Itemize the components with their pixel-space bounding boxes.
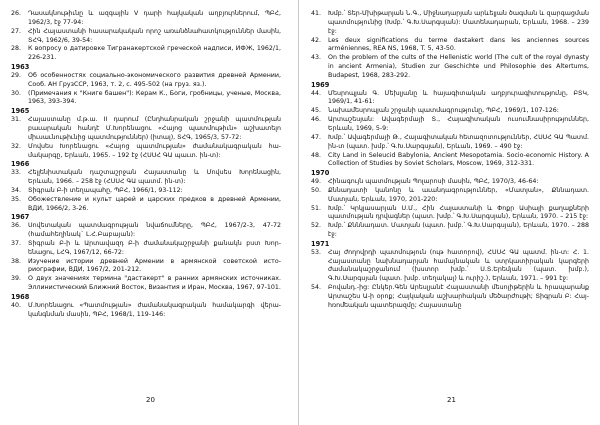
bibliography-entry	[311, 116, 589, 134]
bibliography-entry	[11, 72, 281, 90]
bibliography-entry	[11, 28, 281, 46]
entry-number: 49.	[311, 178, 322, 186]
entry-text: Խմբ.՝ Քնննադատ. Մատյան (պատ. խմբ.՝ Գ.Խ.Սարգսյան), Երևան, 1970. – 288 էջ:	[328, 222, 589, 239]
page-number-left: 20	[146, 396, 155, 404]
bibliography-entry	[311, 107, 589, 116]
year-heading: 1963	[11, 63, 30, 72]
entry-number: 54.	[311, 284, 322, 292]
entry-text: Սովետական պատմագրության նվաճումները, ՊԲՀ, 1967/2-3, 47-72 (համահեղինակ` Լ.Հ.Բաբայան):	[28, 222, 281, 239]
entry-number: 41.	[311, 10, 322, 17]
bibliography-entry	[11, 187, 281, 196]
entry-number: 42.	[311, 36, 322, 44]
entry-text: Քննադատի կանոնը և աւանդագրություններ, «Մատյան», Քննադատ. Մատյան, Երևան, 1970, 201-220:	[328, 186, 589, 203]
bibliography-entry	[311, 284, 589, 311]
entry-number: 30.	[11, 89, 22, 97]
entry-number: 51.	[311, 204, 322, 212]
entry-number: 29.	[11, 71, 22, 79]
entry-text: Տիգրան Բ-ի և Արտավազդ Բ-ի ժամանակաշրջանի քանակն բստ Խորենացու, ԼՀԳ, 1967/12, 66-72:	[28, 239, 281, 256]
entry-text: Խմբ.՝ Տեր-Մխիթարյան Ն.Գ., Միջնադարյան արևելյան ծագման և զարգացման պատմությունից (Խմբ.՝ Գ.Խ.Սարգսյան): Մատենադարան, Երևան, 1968. – 239 էջ:	[328, 10, 589, 35]
bibliography-entry	[11, 196, 281, 214]
entry-text: К вопросу о датировке Тигранакертской греческой надписи, ИФЖ, 1962/1, 226-231.	[28, 45, 281, 62]
bibliography-entry	[11, 143, 281, 161]
entry-text: Դասակնութիւնը և ազգային V դարի հայկական աղբյուրներում, ՊԲՀ, 1962/3, էջ 77-94:	[28, 10, 281, 26]
entry-text: Обожествление и культ царей и царских предков в древней Армении, ВДИ, 1966/2, 3-26.	[28, 195, 281, 212]
entry-number: 35.	[11, 195, 22, 203]
bibliography-entry	[11, 90, 281, 108]
year-heading: 1965	[11, 107, 30, 116]
entry-text: Հին Հայաստանի հասարակական որոշ առանձնահատկություններ մասին, ՏՀԳ, 1962/6, 39-54:	[28, 27, 281, 44]
entry-number: 53.	[311, 248, 322, 256]
bibliography-entry	[311, 222, 589, 240]
bibliography-entry	[11, 10, 281, 28]
entry-text: Հայաստանը մ.թ.ա. II դարում (Ընդհանրական շրջանի պատմության բաւարական հանդէ Մ.Խորենացու «Հայոց պատմութիւն» աշխատելո միւսաւնութիւնից պատմություններ) (իտալ), ՏՀԳ, 1965/3, 57-72:	[28, 116, 281, 141]
year-heading: 1966	[11, 160, 30, 169]
year-heading: 1971	[311, 239, 330, 248]
entry-text: Խմբ.՝ Կրկյասարյան Ս.Մ., Հին Հայաստանի և Փոքր Ասիայի քաղաքների պատմության դրվագներ (պատ. խմբ.՝ Գ.Խ.Սարգսյան), Երևան, 1970. – 215 էջ:	[328, 204, 589, 221]
entry-text: Հելլենիստական դաշտաշրջան Հայաստանը և Մովսես Խորենացին, Երևան, 1966. – 258 էջ (ՀՍՍՀ ԳԱ պատմ. ին-տ):	[28, 169, 281, 186]
bibliography-entry	[311, 90, 589, 108]
year-heading: 1967	[11, 213, 30, 222]
entry-number: 43.	[311, 54, 322, 62]
entry-number: 46.	[311, 116, 322, 124]
bibliography-entry	[311, 54, 589, 81]
entry-number: 26.	[11, 10, 22, 17]
bibliography-entry	[311, 152, 589, 170]
entry-number: 50.	[311, 186, 322, 194]
entry-number: 45.	[311, 107, 322, 115]
left-page	[0, 0, 296, 425]
entry-text: City Land in Seleucid Babylonia, Ancient Mesopotamia. Socio-economic History. A Collection of Studies by Soviet Scholars, Moscow, 1969, 312-331.	[328, 151, 589, 168]
bibliography-entry	[11, 302, 281, 320]
entry-number: 34.	[11, 186, 22, 194]
entry-number: 44.	[311, 89, 322, 97]
entry-number: 52.	[311, 222, 322, 230]
bibliography-entry	[11, 169, 281, 187]
entry-number: 47.	[311, 133, 322, 141]
entry-text: Մ.Խորենացու «Պատմության» ժամանակագրական համակարգի վերականգնման մասին, ՊԲՀ, 1968/1, 119-146:	[28, 301, 281, 318]
year-heading: 1970	[311, 169, 330, 178]
entry-text: Մովսես Խորենացու «Հայոց պատմության» ժամանակագրական համակարգը, Երևան, 1965. – 192 էջ (ՀՍՍՀ ԳԱ պաւտ. ին-տ):	[28, 142, 281, 159]
entry-number: 38.	[11, 257, 22, 265]
entry-text: О двух значениях термина "дастакерт" в ранних армянских источниках. Эллинистический Ближний Восток, Византия и Иран, Москва, 1967, 97-101.	[28, 275, 281, 292]
entry-text: Արտաշեսյան: Ավագերմայի Տ., Հայագիտական ուսումնասիրություններ, Երևան, 1969, 5-9:	[328, 116, 589, 132]
entry-number: 33.	[11, 169, 22, 177]
entry-text: Հինագույն պատմության Պոլարոսի մասին, ՊԲՀ, 1970/3, 46-64:	[328, 178, 539, 186]
page-divider	[298, 0, 299, 425]
bibliography-entry	[311, 178, 589, 187]
bibliography-entry	[11, 275, 281, 293]
bibliography-entry	[311, 205, 589, 223]
year-heading: 1969	[311, 80, 330, 89]
bibliography-entry	[11, 258, 281, 276]
entry-text: (Примечания к "Книге башен"): Керам К., Боги, гробницы, ученые, Москва, 1963, 393-394.	[28, 89, 281, 106]
entry-number: 36.	[11, 222, 22, 230]
entry-text: Տիգրան Բ-ի տեղապահը, ՊԲՀ, 1966/1, 93-112:	[28, 186, 183, 194]
entry-number: 39.	[11, 275, 22, 283]
bibliography-entry	[11, 45, 281, 63]
entry-text: On the problem of the cults of the Hellenistic world (The cult of the royal dynasty in ancient Armenia), Studien zur Geschichte und Philosophie des Altertums, Budapest, 1968, 283-292.	[328, 54, 589, 79]
bibliography-entry	[11, 116, 281, 143]
entry-text: Բովանդ.-ից: Ընկեր.Գեն Արեսլյանէ Հայաստանի մեսոլիթերին և հրապարանք Արտաշես Ա-ի օրոք; Հայկական աշխարհական մեծարժութի; Տիգրան Բ: Հայ-հռոմեական պատերազմը; Հայաստանը	[328, 284, 589, 309]
bibliography-entry	[311, 134, 589, 152]
entry-text: Հայ ժողովրդի պատմություն (ութ հատորով), ՀՍՍՀ ԳԱ պատմ. ին-տ: Հ. 1. Հայաստանը նախնադարյան համայնական և ստրկատիրական կարգերի ժամանակաշրջանում (խստոր խմբ.՝ Ս.Տ.Երեմյան (պատ. խմբ.), Գ.Խ.Սարգսյան (պատ. խմբ. տեղակալ) և ուրիշ.), Երևան, 1971. – 991 էջ:	[328, 248, 589, 283]
entry-number: 32.	[11, 142, 22, 150]
bibliography-entry	[311, 37, 589, 55]
entry-text: Մեսրոպյան Գ. Մեխլյանը և հայագիտական աղբյուրագիտությունը, ԲՏԿ, 1969/1, 41-61:	[328, 89, 589, 106]
year-heading: 1968	[11, 293, 30, 301]
entry-text: Les deux significations du terme dastakert dans les anciennes sources arméniennes, REA NS, 1968, T. 5, 43-50.	[328, 36, 589, 53]
page-number-right: 21	[447, 396, 456, 404]
entry-text: Об особенностях социально-экономического развития древней Армении, Сооб. АН ГрузССР, 1963, т. 2, с. 495-502 (на груз. яз.).	[28, 71, 281, 88]
bibliography-entry	[11, 222, 281, 240]
right-page-column	[311, 10, 589, 311]
bibliography-entry	[311, 249, 589, 284]
entry-text: Խմբ.՝ Ավագերմայի Թ., Հայագիտական հետազոտություններ, ՀՍՍՀ ԳԱ Պատմ. ին-տ (պատ. խմբ.՝ Գ.Խ.Սարգսյան), Երևան, 1969. – 490 էջ:	[328, 133, 589, 150]
bibliography-entry	[311, 10, 589, 37]
right-page	[301, 0, 600, 425]
entry-number: 48.	[311, 151, 322, 159]
entry-text: Նախամեսրոպյան շրջանի պատմագրությունը, ՊԲՀ, 1969/1, 107-126:	[328, 107, 559, 115]
bibliography-entry	[311, 187, 589, 205]
left-page-column	[11, 10, 281, 320]
bibliography-entry	[11, 240, 281, 258]
entry-number: 28.	[11, 45, 22, 53]
entry-number: 27.	[11, 27, 22, 35]
entry-number: 40.	[11, 301, 22, 309]
entry-text: Изучение истории древней Армении в армянской советской историографии, ВДИ, 1967/2, 201-212.	[28, 257, 281, 274]
entry-number: 37.	[11, 239, 22, 247]
entry-number: 31.	[11, 116, 22, 124]
